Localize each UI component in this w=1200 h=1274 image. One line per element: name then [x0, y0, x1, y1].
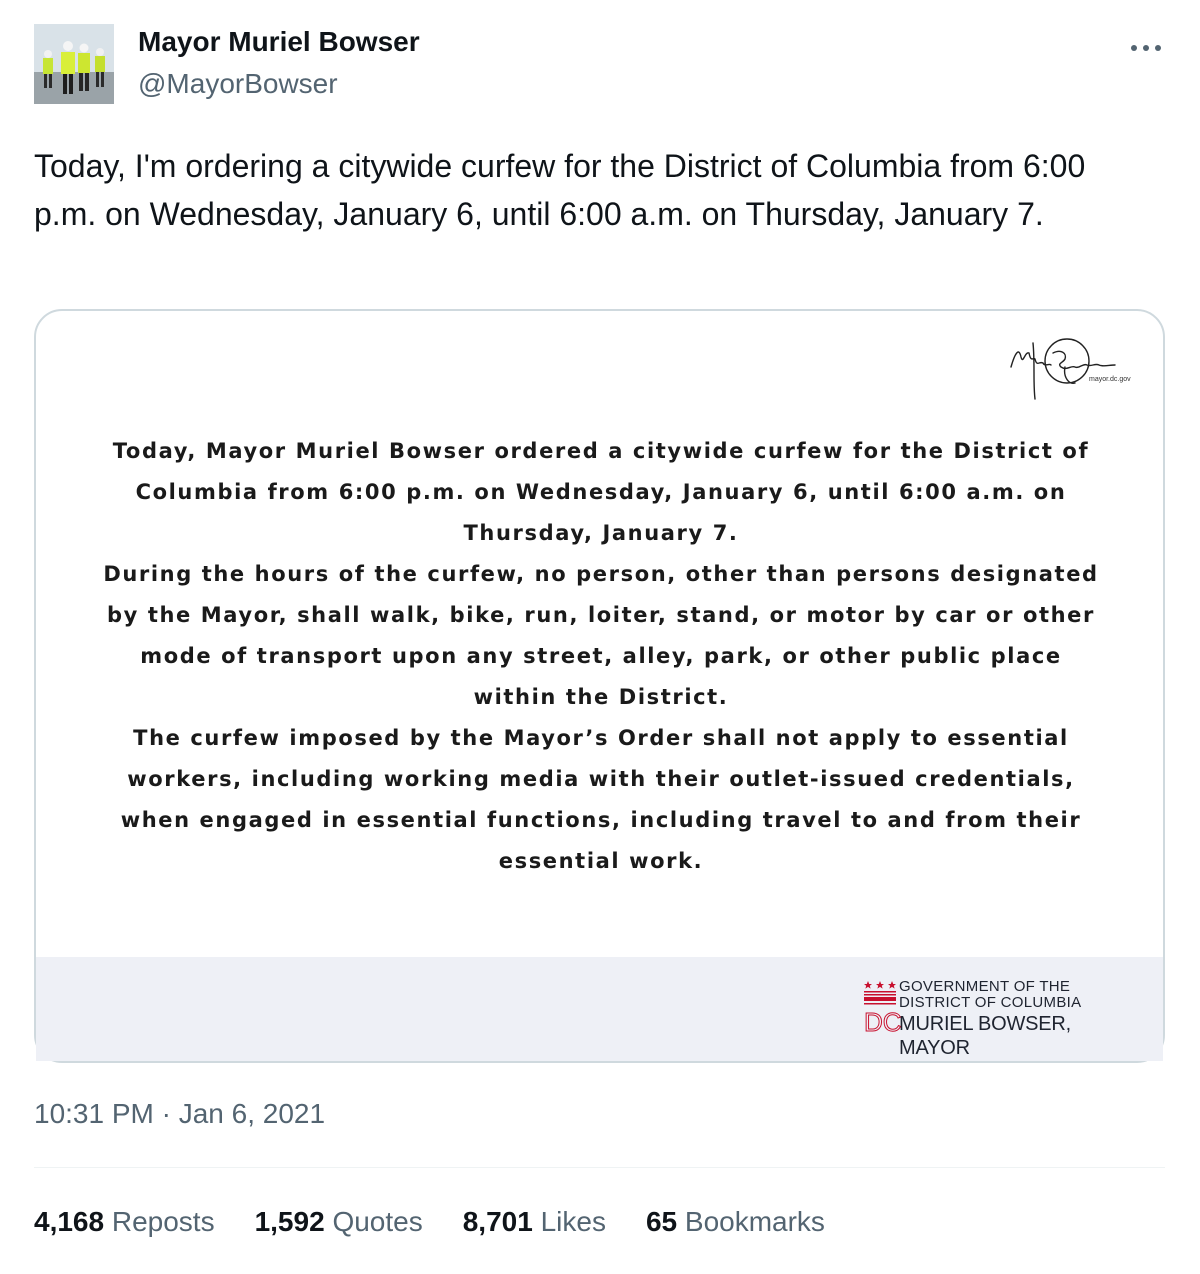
- logo-line-mayor: MURIEL BOWSER, MAYOR: [899, 1013, 1072, 1059]
- signature-caption: mayor.dc.gov: [1089, 376, 1131, 383]
- tweet-timestamp[interactable]: 10:31 PM · Jan 6, 2021: [34, 1098, 326, 1129]
- bookmarks-label: Bookmarks: [684, 1206, 825, 1237]
- reposts-stat[interactable]: [34, 1206, 215, 1242]
- curfew-notice: [96, 431, 1106, 882]
- dc-government-logo: [863, 977, 1135, 1059]
- likes-label: Likes: [540, 1206, 606, 1237]
- notice-paragraph: During the hours of the curfew, no person, other than persons designated by the Mayor, shall walk, bike, run, loiter, stand, or motor by car or other mode of transport upon any street, alley, park, or other public place within the District.: [103, 562, 1099, 709]
- quotes-count: 1,592: [254, 1206, 325, 1237]
- likes-stat[interactable]: [463, 1206, 606, 1242]
- notice-paragraph: Today, Mayor Muriel Bowser ordered a citywide curfew for the District of Columbia from 6:00 p.m. on Wednesday, January 6, until 6:00 a.m. on Thursday, January 7.: [112, 439, 1090, 545]
- logo-line-district: DISTRICT OF COLUMBIA: [899, 994, 1082, 1011]
- logo-line-government: GOVERNMENT OF THE: [899, 978, 1071, 995]
- reposts-label: Reposts: [111, 1206, 215, 1237]
- avatar-photo: [34, 24, 114, 104]
- quotes-stat[interactable]: [255, 1206, 423, 1242]
- divider: [34, 1167, 1165, 1168]
- quotes-label: Quotes: [332, 1206, 423, 1237]
- attached-image[interactable]: [34, 309, 1165, 1063]
- tweet-header: [34, 24, 1166, 108]
- author-display-name[interactable]: Mayor Muriel Bowser: [138, 26, 420, 57]
- likes-count: 8,701: [462, 1206, 533, 1237]
- more-options-button[interactable]: [1126, 28, 1166, 68]
- avatar[interactable]: [34, 24, 114, 104]
- mayor-signature: [1005, 323, 1135, 403]
- svg-text:DC: DC: [864, 1007, 902, 1037]
- bookmarks-count: 65: [645, 1206, 678, 1237]
- reposts-count: 4,168: [34, 1206, 105, 1237]
- more-horizontal-icon: [1129, 43, 1163, 53]
- bookmarks-stat[interactable]: [646, 1206, 825, 1242]
- notice-paragraph: The curfew imposed by the Mayor’s Order shall not apply to essential workers, including working media with their outlet-issued credentials, when engaged in essential functions, including travel to and from their essential work.: [120, 726, 1082, 873]
- engagement-stats: [34, 1206, 865, 1242]
- dc-flag-icon: [863, 979, 902, 1037]
- image-footer: [36, 957, 1163, 1061]
- tweet-text: Today, I'm ordering a citywide curfew for the District of Columbia from 6:00 p.m. on Wednesday, January 6, until 6:00 a.m. on Thursday, January 7.: [34, 148, 1086, 232]
- author-handle[interactable]: @MayorBowser: [138, 68, 338, 99]
